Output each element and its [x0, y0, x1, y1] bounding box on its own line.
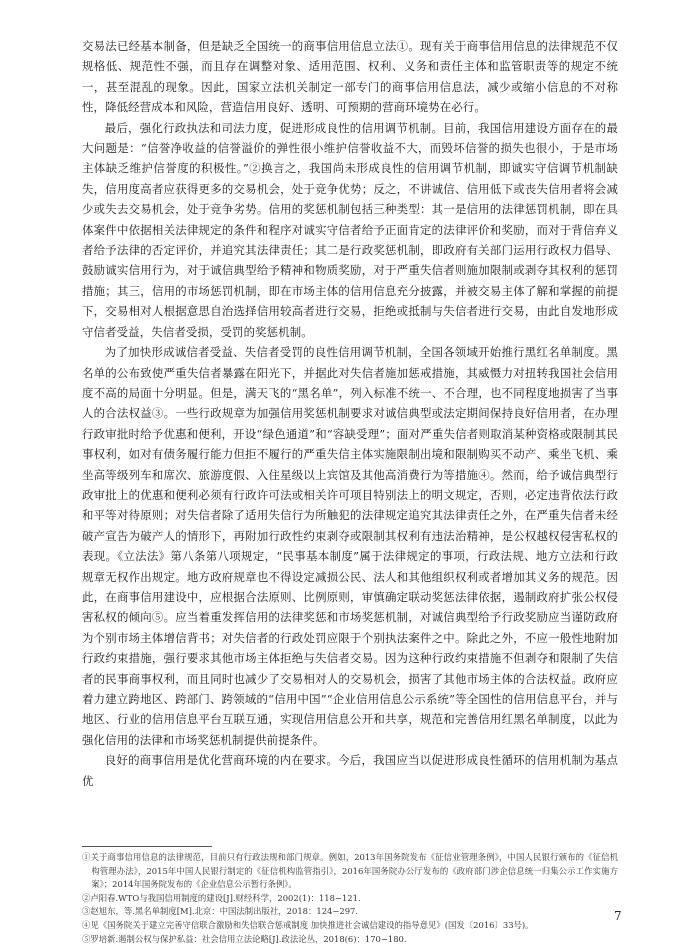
footnote-1: ①关于商事信用信息的法律规范，目前只有行政法规和部门规章。例如，2013年国务院发布《征信业管理条例》，中国人民银行颁布的《征信机构管理办法》，2015年中国人民银行制定的《征信机构监管指引》，2016年国务院办公厅发布的《政府部门涉企信息统一归集公示工作实施方案》；2014年国务院发布的《企业信息公示暂行条例》。 — [82, 852, 618, 890]
paragraph-conclusion: 良好的商事信用是优化营商环境的内在要求。今后，我国应当以促进形成良性循环的信用机制为基点优 — [82, 753, 618, 788]
footnote-3: ③赵旭东，等.黑名单制度[M].北京：中国法制出版社，2018：124−297. — [82, 906, 359, 917]
footnote-2: ②卢阳春.WTO与我国信用制度的建设[J].财经科学，2002(1)：118−121. — [82, 892, 361, 903]
paragraph-blacklist: 为了加快形成诚信者受益、失信者受罚的良性信用调节机制，全国各领域开始推行黑红名单制度。黑名单的公布致使严重失信者暴露在阳光下，并据此对失信者施加惩戒措施，其威慑力对扭转我国社会信用度不高的局面十分明显。但是，满天飞的“黑名单”，列入标准不统一、不合理，也不同程度地损害了当事人的合法权益③。一些行政规章为加强信用奖惩机制要求对诚信典型或法定期间保持良好信用者，在办理行政审批时给予优惠和便利，开设“绿色通道”和“容缺受理”；面对严重失信者则取消某种资格或限制其民事权利，如对有债务履行能力但拒不履行的严重失信主体实施限制出境和限制购买不动产、乘坐飞机、乘坐高等级列车和席次、旅游度假、入住星级以上宾馆及其他高消费行为等措施④。然而，给予诚信典型行政审批上的优惠和便利必须有行政许可法或相关许可项目特别法上的明文规定，否则，必定违背依法行政和平等对待原则；对失信者除了适用失信行为所触犯的法律规定追究其法律责任之外，在严重失信者未经破产宣告为破产人的情形下，再附加行政性约束剥夺或限制其权利有违法治精神，是公权越权侵害私权的表现。《立法法》第八条第八项规定，“民事基本制度”属于法律规定的事项，行政法规、地方立法和行政规章无权作出规定。地方政府规章也不得设定减损公民、法人和其他组织权利或者增加其义务的规范。因此，在商事信用建设中，应根据合法原则、比例原则，审慎确定联动奖惩法律依据，遏制政府扩张公权侵害私权的倾向⑤。应当着重发挥信用的法律奖惩和市场奖惩机制，对诚信典型给予行政奖励应当谨防政府为个别市场主体增信背书；对失信者的行政处罚应限于个别执法案件之中。除此之外，不应一般性地附加行政约束措施，强行要求其他市场主体拒绝与失信者交易。因为这种行政约束措施不但剥夺和限制了失信者的民事商事权利，而且同时也减少了交易相对人的交易机会，损害了其他市场主体的合法权益。政府应着力建立跨地区、跨部门、跨领域的“信用中国”“企业信用信息公示系统”等全国性的信用信息平台，并与地区、行业的信用信息平台互联互通，实现信用信息公开和共享，规范和完善信用红黑名单制度，以此为强化信用的法律和市场奖惩机制提供前提条件。 — [82, 345, 618, 747]
footnote-4: ④见《国务院关于建立完善守信联合激励和失信联合惩戒制度 加快推进社会诚信建设的指导意见》(国发〔2016〕33号)。 — [82, 919, 534, 930]
footnotes — [82, 851, 618, 946]
footnote-divider — [82, 846, 212, 847]
page-number: 7 — [614, 909, 622, 923]
paragraph-credit-adjustment: 最后，强化行政执法和司法力度，促进形成良性的信用调节机制。目前，我国信用建设方面存在的最大问题是：“信誉净收益的信誉溢价的弹性很小维护信誉收益不大，而毁坏信誉的损失也很小，于是市场主体缺乏维护信誉度的积极性。”②换言之，我国尚未形成良性的信用调节机制，即诚实守信调节机制缺失，信用度高者应获得更多的交易机会，处于竞争优势；反之，不讲诚信、信用低下或丧失信用者将会减少或失去交易机会，处于竞争劣势。信用的奖惩机制包括三种类型：其一是信用的法律惩罚机制，即在具体案件中依据相关法律规定的条件和程序对诚实守信者给予正面肯定的法律评价和奖励，而对于背信弃义者给予法律的否定评价，并追究其法律责任；其二是行政奖惩机制，即政府有关部门运用行政权力倡导、鼓励诚实信用行为，对于诚信典型给予精神和物质奖励，对于严重失信者则施加限制或剥夺其权利的惩罚措施；其三，信用的市场惩罚机制，即在市场主体的信用信息充分披露，并被交易主体了解和掌握的前提下，交易相对人根据意思自治选择信用较高者进行交易，拒绝或抵制与失信者进行交易，由此自发地形成守信者受益，失信者受损，受罚的奖惩机制。 — [82, 120, 618, 339]
paragraph-continued: 交易法已经基本制备，但是缺乏全国统一的商事信用信息立法①。现有关于商事信用信息的法律规范不仅规格低、规范性不强，而且存在调整对象、适用范围、权利、义务和责任主体和监管职责等的规定不统一，甚至混乱的现象。因此，国家立法机关制定一部专门的商事信用信息法，减少或缩小信息的不对称性，降低经营成本和风险，营造信用良好、透明、可预期的营商环境势在必行。 — [82, 39, 618, 115]
main-text — [82, 36, 618, 791]
footnote-5: ⑤罗培新.遏制公权与保护私益：社会信用立法论略[J].政法论丛，2018(6)：170−180. — [82, 933, 407, 944]
